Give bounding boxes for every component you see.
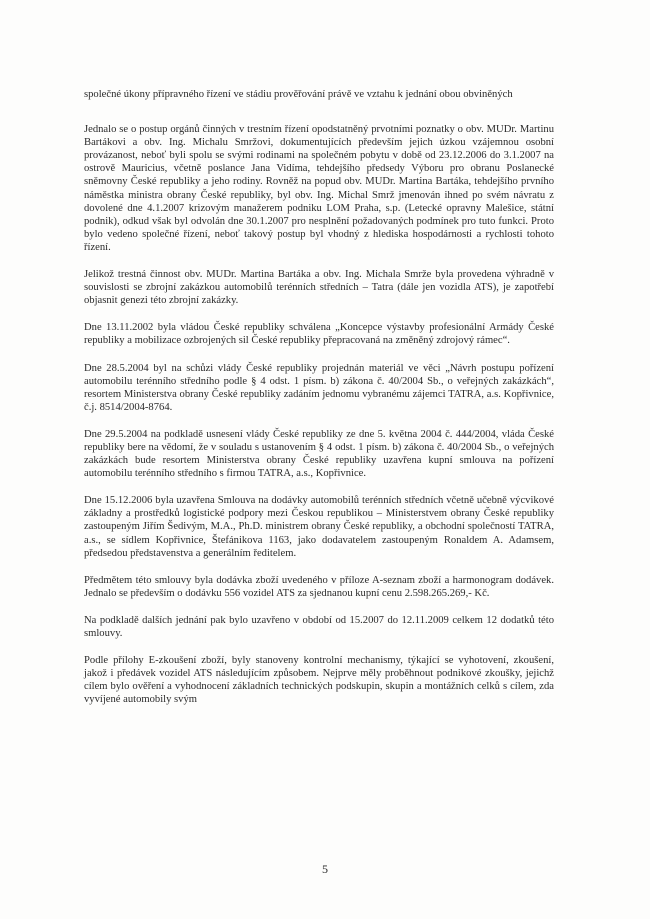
- paragraph: Podle přílohy E-zkoušení zboží, byly stanoveny kontrolní mechanismy, týkající se vyhotovení, zkoušení, jakož i předávek vozidel ATS následujícím způsobem. Nejprve měly proběhnout podnikové zkoušky, jejichž cílem bylo ověření a vyhodnocení základních technických podskupin, skupin a montážních celků s cílem, zda vyvíjené automobily svým: [84, 655, 554, 706]
- paragraph: Jednalo se o postup orgánů činných v trestním řízení opodstatněný prvotními poznatky o obv. MUDr. Martinu Bartákovi a obv. Ing. Michalu Smržovi, dokumentujících především jejich úzkou vzájemnou osobní provázanost, neboť byli spolu se svými rodinami na společném pobytu v době od 23.12.2006 do 3.1.2007 na ostrově Mauricius, včetně poslance Jana Vidíma, tehdejšího předsedy Výboru pro obranu Poslanecké sněmovny České republiky a jeho rodiny. Rovněž na popud obv. MUDr. Martina Bartáka, tehdejšího prvního náměstka ministra obrany České republiky, byl obv. Ing. Michal Smrž jmenován ihned po svém návratu z dovolené dne 4.1.2007 krizovým manažerem podniku LOM Praha, s.p. (Letecké opravny Malešice, státní podnik), odkud však byl odvolán dne 30.1.2007 pro nesplnění požadovaných podmínek pro tuto funkci. Proto bylo vedeno společné řízení, neboť takový postup byl vhodný z hlediska hospodárnosti a rychlosti tohoto řízení.: [84, 124, 554, 253]
- paragraph: Na podkladě dalších jednání pak bylo uzavřeno v období od 15.2007 do 12.11.2009 celkem 12 dodatků této smlouvy.: [84, 614, 554, 639]
- paragraph: Dne 28.5.2004 byl na schůzi vlády České republiky projednán materiál ve věci „Návrh postupu pořízení automobilu terénního středního podle § 4 odst. 1 písm. b) zákona č. 40/2004 Sb., o veřejných zakázkách“, resortem Ministerstva obrany České republiky zadáním jednomu vybranému zájemci TATRA, a.s. Kopřivnice, č.j. 8514/2004-8764.: [84, 362, 554, 413]
- paragraph: Dne 13.11.2002 byla vládou České republiky schválena „Koncepce výstavby profesionální Armády České republiky a mobilizace ozbrojených sil České republiky přepracovaná na změněný zdrojový rámec“.: [84, 322, 554, 347]
- paragraph: Dne 29.5.2004 na podkladě usnesení vlády České republiky ze dne 5. května 2004 č. 444/2004, vláda České republiky bere na vědomí, že v souladu s ustanovením § 4 odst. 1 písm. b) zákona č. 40/2004 Sb., o veřejných zakázkách bude resortem Ministerstva obrany České republiky uzavřena kupní smlouva na pořízení automobilu terénního středního s firmou TATRA, a.s., Kopřivnice.: [84, 428, 554, 480]
- paragraph: Jelikož trestná činnost obv. MUDr. Martina Bartáka a obv. Ing. Michala Smrže byla provedena výhradně v souvislosti se zbrojní zakázkou automobilů terénních středních – Tatra (dále jen vozidla ATS), je zapotřebí objasnit genezi této zbrojní zakázky.: [84, 269, 554, 307]
- paragraph: Předmětem této smlouvy byla dodávka zboží uvedeného v příloze A-seznam zboží a harmonogram dodávek. Jednalo se především o dodávku 556 vozidel ATS za sjednanou kupní cenu 2.598.265.269,- Kč.: [84, 574, 554, 599]
- document-body: [84, 88, 554, 720]
- page-number: 5: [322, 862, 328, 876]
- paragraph: společné úkony přípravného řízení ve stádiu prověřování právě ve vztahu k jednání obou obviněných: [84, 89, 513, 100]
- paragraph: Dne 15.12.2006 byla uzavřena Smlouva na dodávky automobilů terénních středních včetně učebně výcvikové základny a prostředků logistické podpory mezi Českou republikou – Ministerstvem obrany České republiky zastoupeným Jiřím Šedivým, M.A., Ph.D. ministrem obrany České republiky, a obchodní společností TATRA, a.s., se sídlem Kopřivnice, Štefánikova 1163, jako dodavatelem zastoupeným Ronaldem A. Adamsem, předsedou představenstva a generálním ředitelem.: [84, 495, 554, 559]
